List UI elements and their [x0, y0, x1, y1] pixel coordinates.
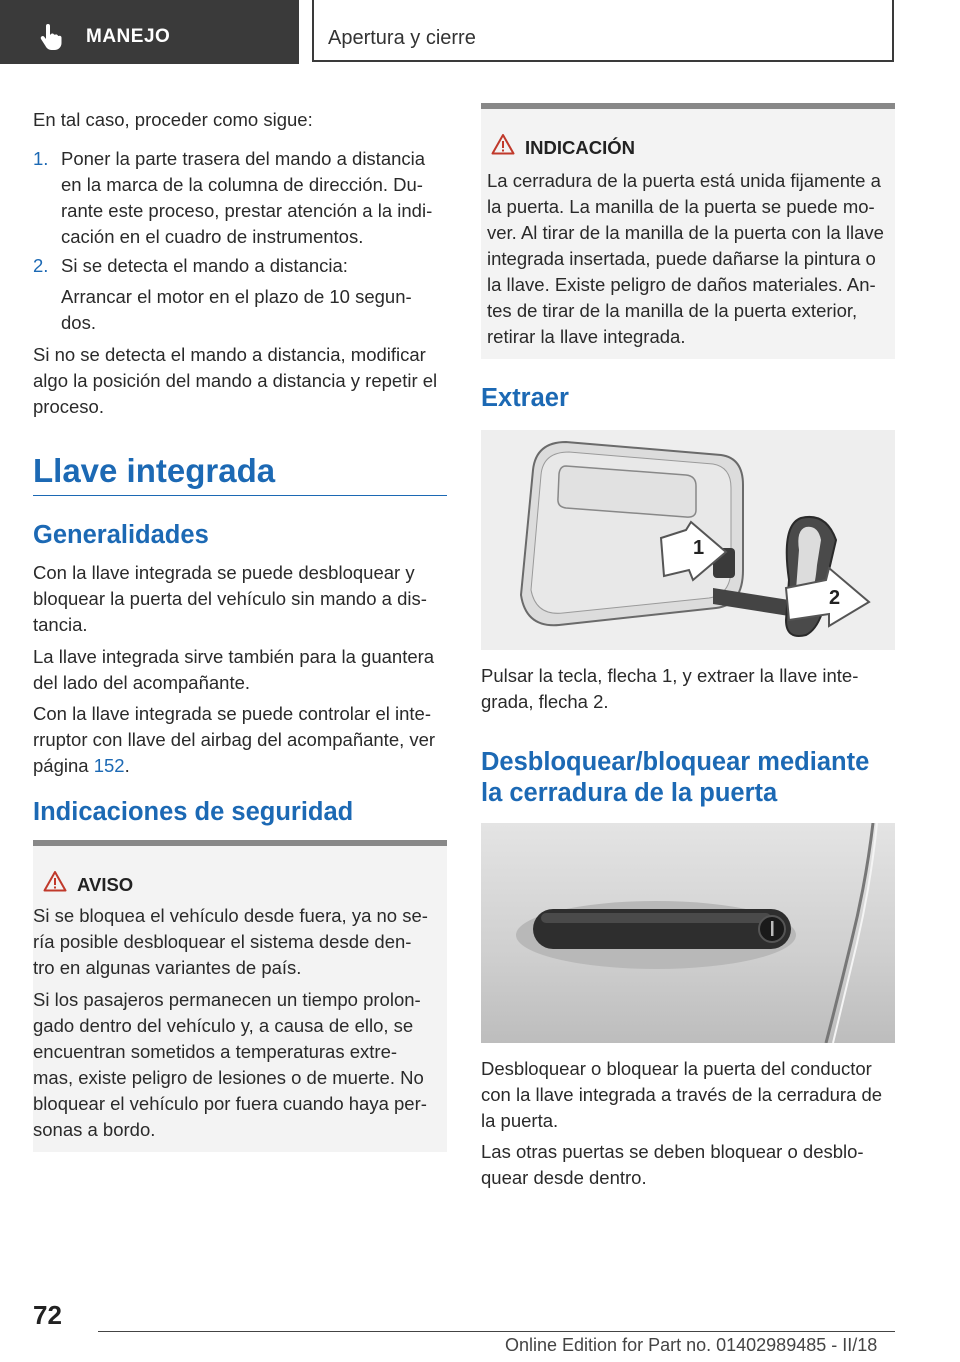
heading-seguridad: Indicaciones de seguridad: [33, 798, 354, 826]
arrow-2-label: 2: [829, 587, 841, 609]
body-line: la puerta.: [481, 1110, 559, 1131]
section-tab[interactable]: [0, 0, 299, 64]
indicacion-title: INDICACIÓN: [525, 137, 635, 158]
body-line: Las otras puertas se deben bloquear o desblo-: [481, 1141, 864, 1162]
warning-triangle-icon: [491, 133, 515, 155]
body-line: mas, existe peligro de lesiones o de muerte. No: [33, 1067, 424, 1088]
step-number: 1.: [33, 148, 49, 169]
body-line: con la llave integrada a través de la cerradura de: [481, 1084, 883, 1105]
page-ref-prefix: página: [33, 755, 94, 776]
body-line: Si no se detecta el mando a distancia, modificar: [33, 344, 426, 365]
chapter-title: Apertura y cierre: [328, 27, 476, 49]
footer-rule: [98, 1331, 895, 1332]
body-line: La llave integrada sirve también para la guantera: [33, 646, 435, 667]
body-line: ría posible desbloquear el sistema desde den-: [33, 931, 412, 952]
body-line: La cerradura de la puerta está unida fijamente a: [487, 170, 881, 191]
body-line: [33, 753, 130, 780]
arrow-1-label: 1: [693, 537, 705, 559]
body-line: gado dentro del vehículo y, a causa de ello, se: [33, 1015, 414, 1036]
hand-pointer-icon: [40, 24, 62, 50]
body-line: Con la llave integrada se puede desbloquear y: [33, 562, 415, 583]
body-line: tro en algunas variantes de país.: [33, 957, 302, 978]
body-line: bloquear la puerta del vehículo sin mando a dis-: [33, 588, 427, 609]
intro-text: En tal caso, proceder como sigue:: [33, 109, 313, 130]
step-line: cación en el cuadro de instrumentos.: [61, 226, 364, 247]
step-number: 2.: [33, 255, 49, 276]
heading-generalidades: Generalidades: [33, 521, 209, 549]
step-line: Si se detecta el mando a distancia:: [61, 255, 348, 276]
step-line: rante este proceso, prestar atención a la indi-: [61, 200, 433, 221]
body-line: encuentran sometidos a temperaturas extre-: [33, 1041, 398, 1062]
key-fob-illustration: [481, 430, 895, 650]
body-line: proceso.: [33, 396, 104, 417]
page-number: 72: [33, 1300, 62, 1330]
body-line: tes de tirar de la manilla de la puerta exterior,: [487, 300, 858, 321]
body-line: rruptor con llave del airbag del acompañante, ver: [33, 729, 436, 750]
heading-llave-integrada: Llave integrada: [33, 452, 276, 489]
step-line: Poner la parte trasera del mando a distancia: [61, 148, 426, 169]
body-line: Si los pasajeros permanecen un tiempo prolon-: [33, 989, 421, 1010]
body-line: la puerta. La manilla de la puerta se puede mo-: [487, 196, 875, 217]
heading-rule: [33, 495, 447, 496]
body-line: Desbloquear o bloquear la puerta del conductor: [481, 1058, 872, 1079]
page-link-152[interactable]: 152: [93, 755, 125, 776]
body-line: Pulsar la tecla, flecha 1, y extraer la llave inte-: [481, 665, 859, 686]
step-line: en la marca de la columna de dirección. Du-: [61, 174, 423, 195]
body-line: la llave. Existe peligro de daños materiales. An-: [487, 274, 876, 295]
body-line: integrada insertada, puede dañarse la pintura o: [487, 248, 876, 269]
body-line: Si se bloquea el vehículo desde fuera, ya no se-: [33, 905, 428, 926]
body-line: retirar la llave integrada.: [487, 326, 686, 347]
warning-triangle-icon: [43, 870, 67, 892]
key-extraction-illustration: [481, 430, 895, 650]
heading-desbloquear: Desbloquear/bloquear mediante: [481, 748, 870, 776]
page-ref-suffix: .: [124, 755, 130, 776]
body-line: ver. Al tirar de la manilla de la puerta con la llave: [487, 222, 884, 243]
body-line: del lado del acompañante.: [33, 672, 251, 693]
body-line: quear desde dentro.: [481, 1167, 647, 1188]
body-line: bloquear el vehículo por fuera cuando haya per-: [33, 1093, 427, 1114]
heading-desbloquear-line2: la cerradura de la puerta: [481, 779, 778, 807]
heading-extraer: Extraer: [481, 384, 569, 412]
aviso-title: AVISO: [77, 874, 134, 895]
body-line: grada, flecha 2.: [481, 691, 609, 712]
chapter-title-box: [312, 0, 894, 62]
aviso-box: [33, 840, 447, 1152]
body-line: sonas a bordo.: [33, 1119, 156, 1140]
section-label: MANEJO: [86, 26, 171, 47]
body-line: Con la llave integrada se puede controlar el inte-: [33, 703, 431, 724]
step-line: Arrancar el motor en el plazo de 10 segun-: [61, 286, 412, 307]
body-line: algo la posición del mando a distancia y repetir el: [33, 370, 438, 391]
door-lock-illustration: [481, 823, 895, 1043]
edition-note: Online Edition for Part no. 01402989485 - II/18: [505, 1335, 878, 1355]
step-line: dos.: [61, 312, 96, 333]
body-line: tancia.: [33, 614, 88, 635]
indicacion-box: [481, 103, 895, 359]
door-handle-illustration: [481, 823, 895, 1043]
